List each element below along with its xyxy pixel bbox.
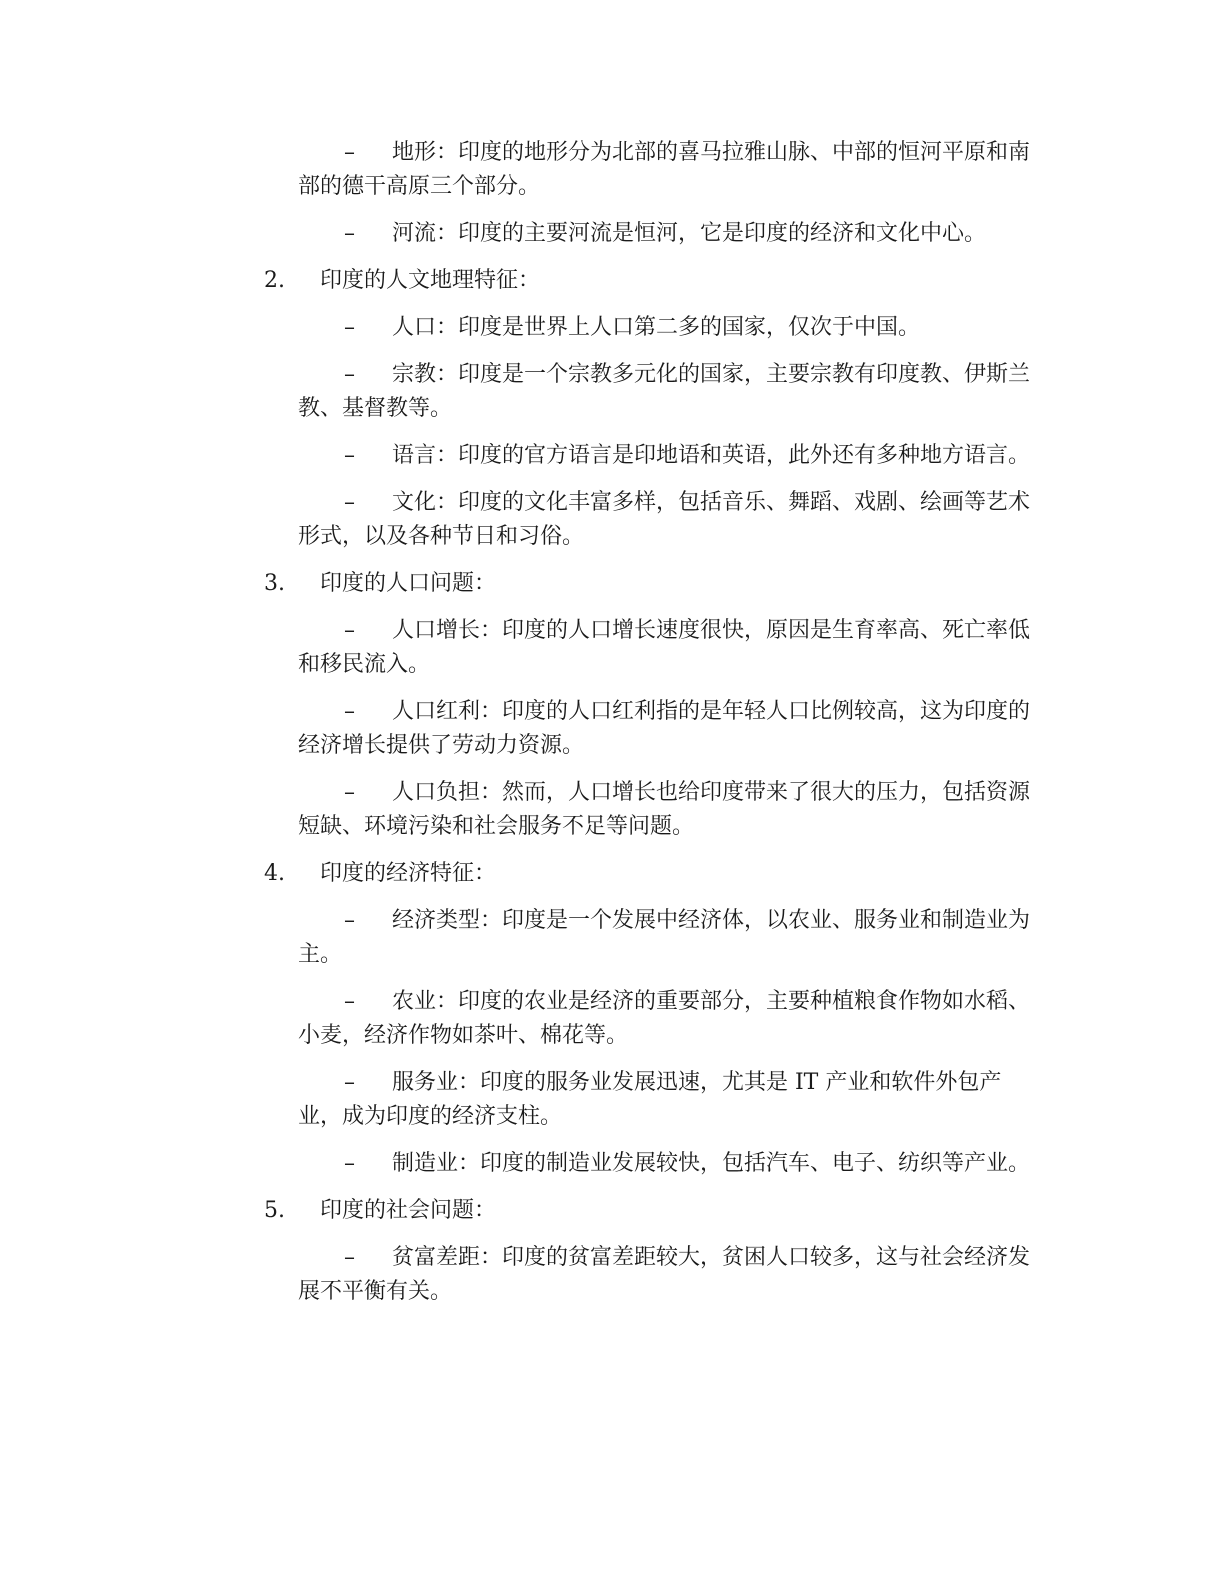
bullet-text: 服务业：印度的服务业发展迅速，尤其是 IT 产业和软件外包产业，成为印度的经济支柱。 [298, 1070, 1002, 1129]
section-number: 3. [264, 571, 285, 596]
section-number: 5. [264, 1198, 285, 1223]
dash-marker: – [344, 780, 355, 805]
dash-marker: – [344, 490, 355, 515]
bullet-text: 农业：印度的农业是经济的重要部分，主要种植粮食作物如水稻、小麦，经济作物如茶叶、棉花等。 [298, 989, 1031, 1048]
dash-marker: – [344, 699, 355, 724]
document-content [262, 136, 1034, 1322]
section-title: 印度的人文地理特征： [320, 268, 541, 293]
bullet-text: 经济类型：印度是一个发展中经济体，以农业、服务业和制造业为主。 [298, 908, 1031, 967]
section-heading-2 [262, 264, 1034, 298]
bullet-agriculture [298, 985, 1034, 1053]
bullet-religion [298, 358, 1034, 426]
bullet-population-burden [298, 776, 1034, 844]
bullet-text: 人口增长：印度的人口增长速度很快，原因是生育率高、死亡率低和移民流入。 [298, 618, 1031, 677]
bullet-language [298, 439, 1034, 473]
bullet-rivers [298, 217, 1034, 251]
bullet-text: 宗教：印度是一个宗教多元化的国家，主要宗教有印度教、伊斯兰教、基督教等。 [298, 362, 1031, 421]
dash-marker: – [344, 908, 355, 933]
bullet-wealth-gap [298, 1241, 1034, 1309]
dash-marker: – [344, 140, 355, 165]
dash-marker: – [344, 443, 355, 468]
bullet-economy-type [298, 904, 1034, 972]
bullet-text: 人口：印度是世界上人口第二多的国家，仅次于中国。 [392, 315, 921, 340]
dash-marker: – [344, 618, 355, 643]
section-number: 2. [264, 268, 285, 293]
dash-marker: – [344, 1151, 355, 1176]
section-title: 印度的社会问题： [320, 1198, 497, 1223]
dash-marker: – [344, 362, 355, 387]
section-heading-4 [262, 857, 1034, 891]
dash-marker: – [344, 1245, 355, 1270]
dash-marker: – [344, 989, 355, 1014]
bullet-population-growth [298, 614, 1034, 682]
bullet-text: 地形：印度的地形分为北部的喜马拉雅山脉、中部的恒河平原和南部的德干高原三个部分。 [298, 140, 1031, 199]
bullet-text: 制造业：印度的制造业发展较快，包括汽车、电子、纺织等产业。 [392, 1151, 1031, 1176]
bullet-services [298, 1066, 1034, 1134]
section-title: 印度的人口问题： [320, 571, 497, 596]
section-title: 印度的经济特征： [320, 861, 497, 886]
dash-marker: – [344, 221, 355, 246]
bullet-manufacturing [298, 1147, 1034, 1181]
bullet-text: 贫富差距：印度的贫富差距较大，贫困人口较多，这与社会经济发展不平衡有关。 [298, 1245, 1031, 1304]
bullet-text: 文化：印度的文化丰富多样，包括音乐、舞蹈、戏剧、绘画等艺术形式，以及各种节日和习俗。 [298, 490, 1031, 549]
bullet-text: 语言：印度的官方语言是印地语和英语，此外还有多种地方语言。 [392, 443, 1031, 468]
bullet-text: 河流：印度的主要河流是恒河，它是印度的经济和文化中心。 [392, 221, 987, 246]
dash-marker: – [344, 1070, 355, 1095]
bullet-terrain [298, 136, 1034, 204]
bullet-demographic-dividend [298, 695, 1034, 763]
section-number: 4. [264, 861, 285, 886]
dash-marker: – [344, 315, 355, 340]
bullet-culture [298, 486, 1034, 554]
section-heading-5 [262, 1194, 1034, 1228]
bullet-text: 人口负担：然而，人口增长也给印度带来了很大的压力，包括资源短缺、环境污染和社会服务不足等问题。 [298, 780, 1031, 839]
bullet-text: 人口红利：印度的人口红利指的是年轻人口比例较高，这为印度的经济增长提供了劳动力资源。 [298, 699, 1031, 758]
bullet-population [298, 311, 1034, 345]
section-heading-3 [262, 567, 1034, 601]
